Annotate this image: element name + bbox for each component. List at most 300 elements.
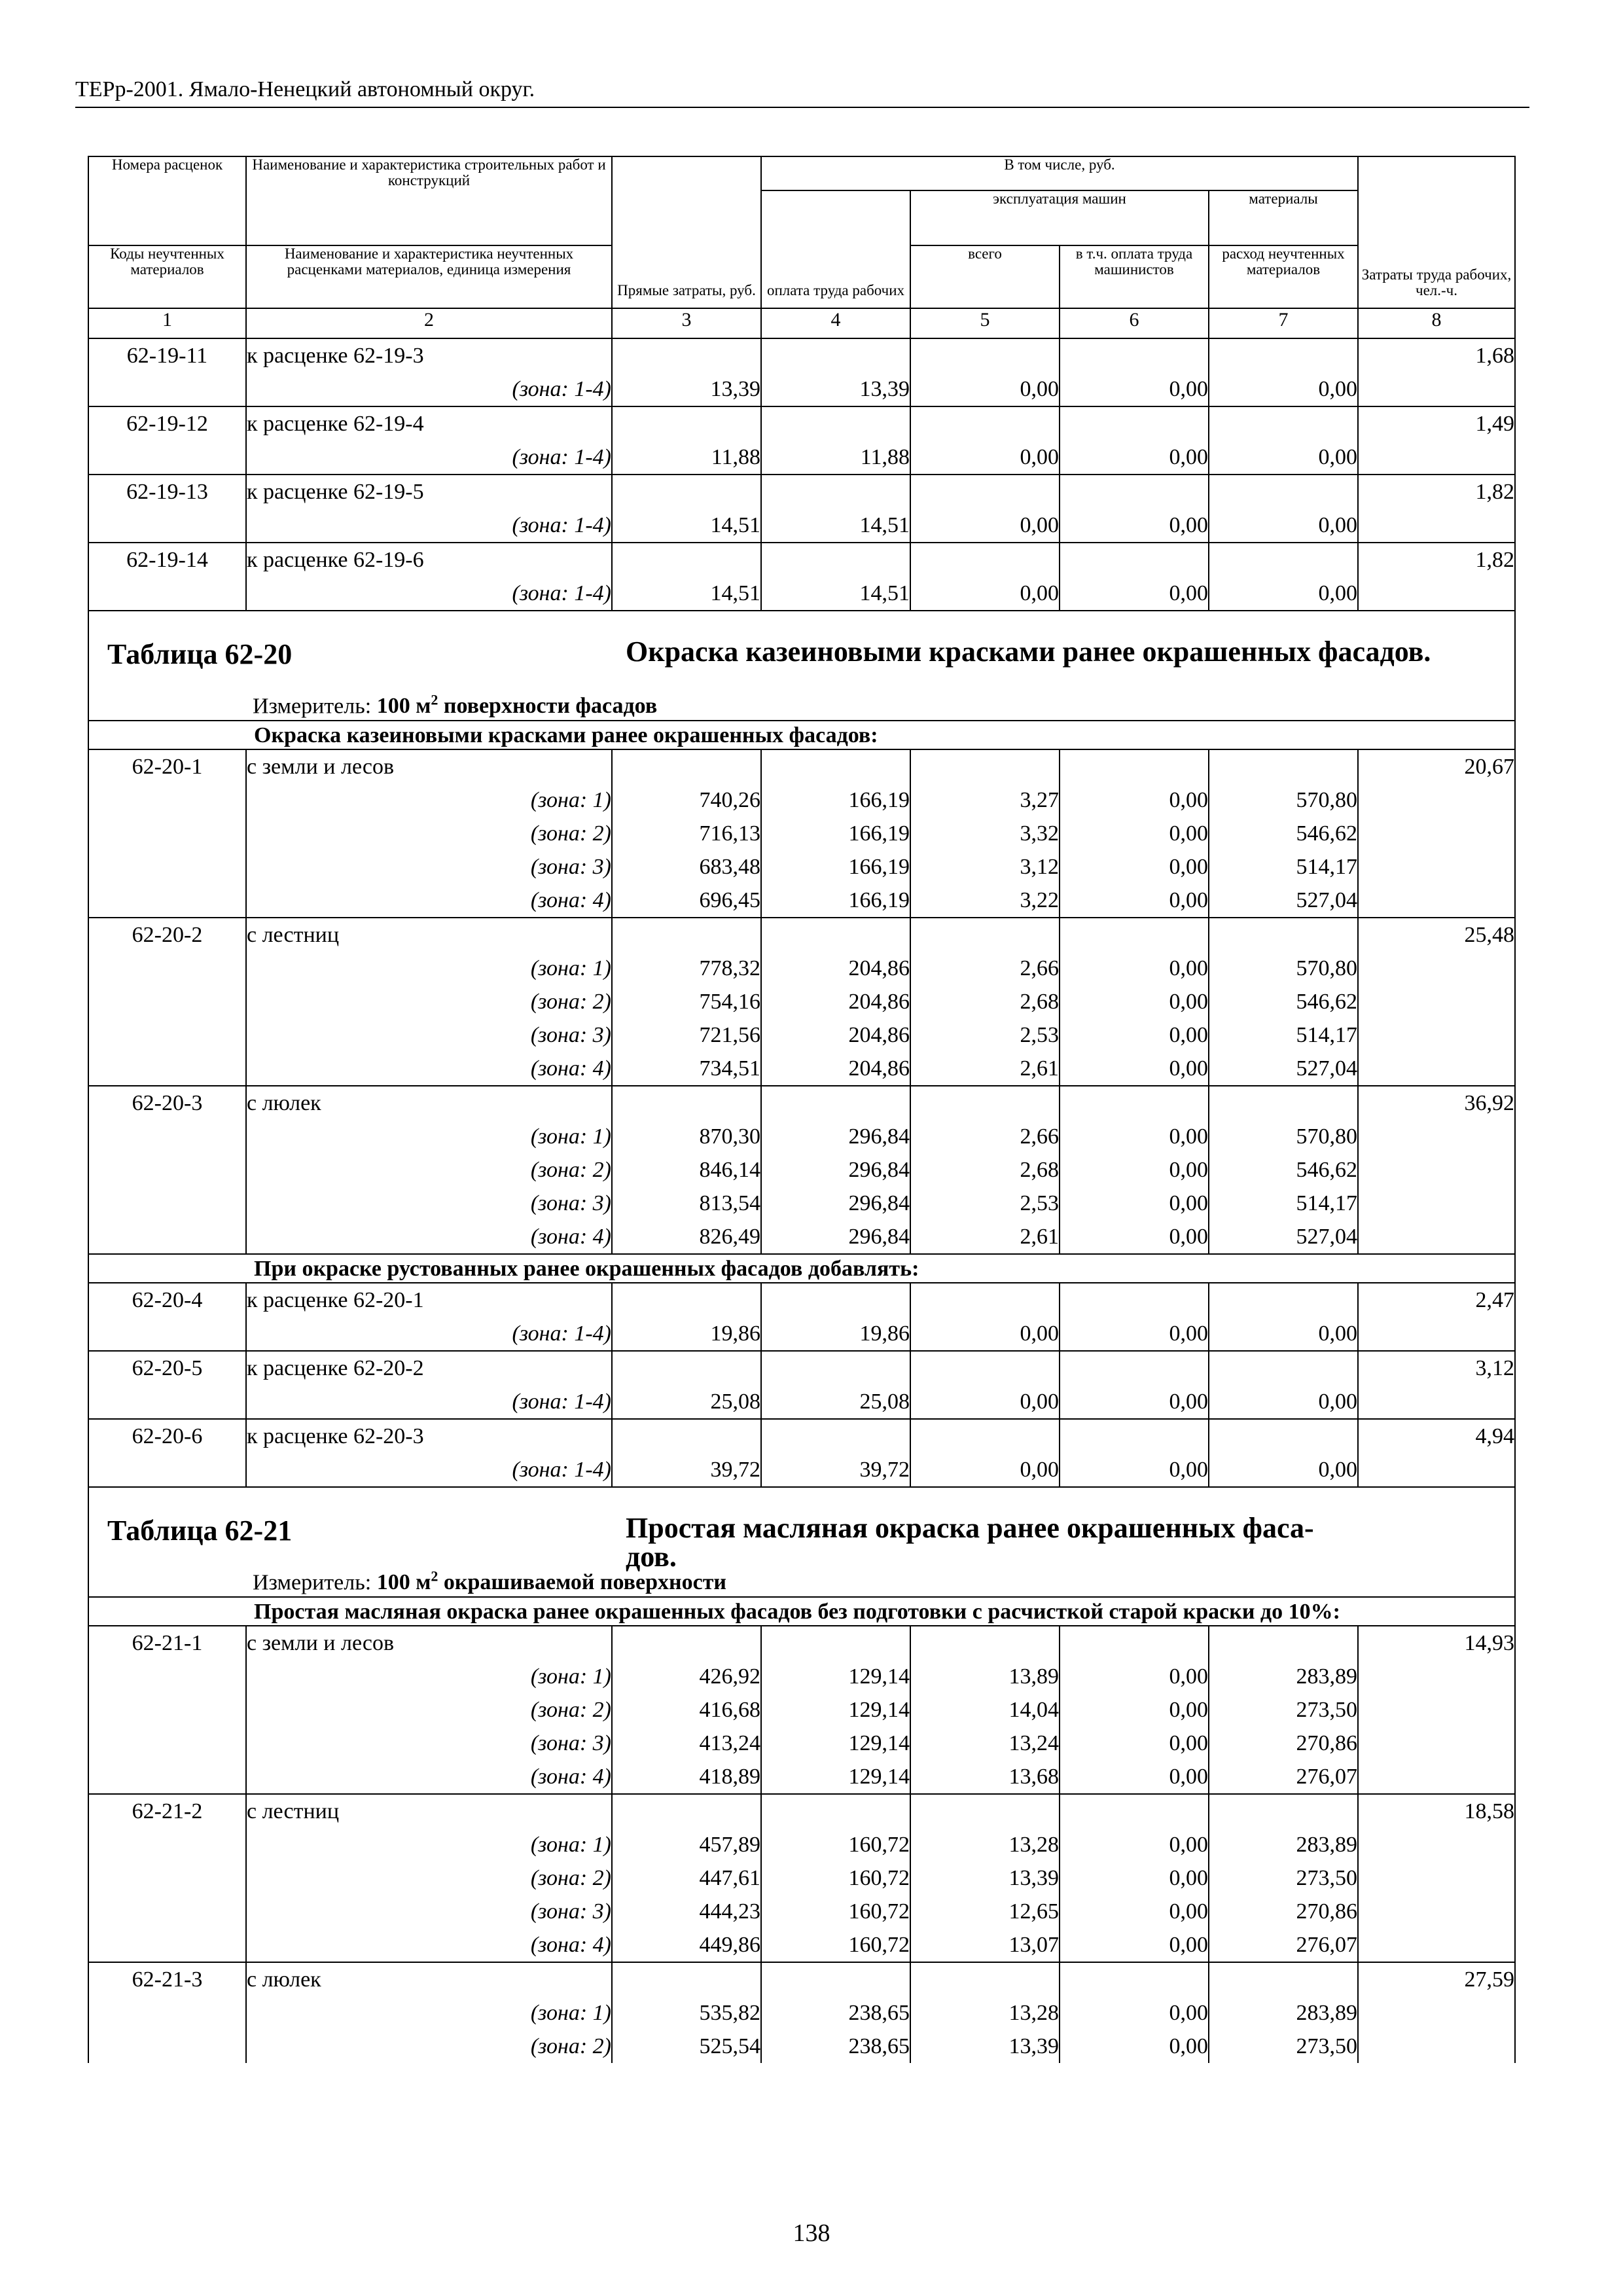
value-cell: 160,72: [761, 1861, 910, 1895]
value-cell: 546,62: [1209, 1153, 1358, 1187]
value-cell: 721,56: [612, 1018, 761, 1052]
empty-cell: [88, 372, 246, 406]
value-cell: 2,61: [910, 1220, 1060, 1254]
value-cell: 0,00: [1060, 783, 1209, 817]
zone-row: [88, 372, 1515, 406]
col8-head: Затраты труда рабочих, чел.-ч.: [1358, 156, 1515, 308]
value-cell: 166,19: [761, 817, 910, 850]
empty-cell: [612, 1351, 761, 1385]
value-cell: 2,53: [910, 1018, 1060, 1052]
value-cell: 2,66: [910, 1120, 1060, 1153]
value-cell: 13,39: [761, 372, 910, 406]
empty-cell: [612, 1962, 761, 1996]
value-cell: 13,39: [910, 1861, 1060, 1895]
value-cell: 283,89: [1209, 1828, 1358, 1861]
value-cell: 13,24: [910, 1727, 1060, 1760]
value-cell: 2,61: [910, 1052, 1060, 1086]
value-cell: 273,50: [1209, 1861, 1358, 1895]
group-head: В том числе, руб.: [761, 156, 1358, 190]
empty-cell: [1358, 1996, 1515, 2030]
empty-cell: [88, 1052, 246, 1086]
block-62-20-addons: [88, 1283, 1515, 1487]
table-label: Таблица 62-21: [107, 1515, 293, 1547]
col5-head: всего: [910, 245, 1060, 308]
value-cell: 0,00: [1060, 509, 1209, 543]
section-heading: Окраска казеиновыми красками ранее окрашенных фасадов:: [246, 721, 1515, 749]
empty-cell: [1060, 475, 1209, 509]
empty-cell: [1209, 1351, 1358, 1385]
value-cell: 0,00: [1060, 1828, 1209, 1861]
rate-name: к расценке 62-20-3: [246, 1419, 612, 1453]
value-cell: 0,00: [910, 440, 1060, 475]
zone-label: (зона: 4): [246, 1928, 612, 1962]
value-cell: 11,88: [761, 440, 910, 475]
empty-cell: [1209, 338, 1358, 372]
value-cell: 546,62: [1209, 817, 1358, 850]
rate-name: с люлек: [246, 1962, 612, 1996]
value-cell: 13,39: [612, 372, 761, 406]
value-cell: 2,66: [910, 952, 1060, 985]
value-cell: 160,72: [761, 1895, 910, 1928]
empty-cell: [1209, 1283, 1358, 1317]
value-cell: 0,00: [1060, 577, 1209, 611]
running-head: ТЕРр-2001. Ямало-Ненецкий автономный округ.: [75, 77, 535, 101]
empty-cell: [1060, 1351, 1209, 1385]
empty-cell: [88, 1187, 246, 1220]
empty-cell: [1209, 749, 1358, 783]
column-numbers: 1 2 3 4 5 6 7 8: [88, 308, 1515, 338]
value-cell: 238,65: [761, 2030, 910, 2063]
empty-cell: [88, 1120, 246, 1153]
value-cell: 514,17: [1209, 850, 1358, 884]
empty-cell: [88, 1317, 246, 1351]
value-cell: 457,89: [612, 1828, 761, 1861]
value-cell: 0,00: [1060, 1660, 1209, 1693]
rate-code: 62-21-2: [88, 1794, 246, 1828]
zone-label: (зона: 4): [246, 1220, 612, 1254]
empty-cell: [1358, 1385, 1515, 1419]
value-cell: 0,00: [1060, 817, 1209, 850]
value-cell: 0,00: [1060, 1317, 1209, 1351]
value-cell: 754,16: [612, 985, 761, 1018]
value-cell: 0,00: [910, 372, 1060, 406]
value-cell: 3,22: [910, 884, 1060, 918]
value-cell: 13,28: [910, 1828, 1060, 1861]
table-title: Простая масляная окраска ранее окрашенных фаса- дов.: [626, 1512, 1314, 1573]
value-cell: 3,32: [910, 817, 1060, 850]
empty-cell: [88, 1385, 246, 1419]
empty-cell: [88, 1660, 246, 1693]
zone-row: [88, 1385, 1515, 1419]
value-cell: 296,84: [761, 1153, 910, 1187]
labor-hours: 1,68: [1358, 338, 1515, 372]
value-cell: 514,17: [1209, 1187, 1358, 1220]
empty-cell: [1358, 1317, 1515, 1351]
value-cell: 734,51: [612, 1052, 761, 1086]
empty-cell: [1209, 1794, 1358, 1828]
empty-cell: [1358, 884, 1515, 918]
empty-cell: [1060, 1283, 1209, 1317]
empty-cell: [88, 1693, 246, 1727]
value-cell: 11,88: [612, 440, 761, 475]
header-rule: [75, 107, 1529, 108]
zone-row: [88, 850, 1515, 884]
table-header: [88, 156, 1515, 308]
value-cell: 14,04: [910, 1693, 1060, 1727]
labor-hours: 2,47: [1358, 1283, 1515, 1317]
zone-label: (зона: 3): [246, 1895, 612, 1928]
rate-row: [88, 1086, 1515, 1120]
rate-row: [88, 1283, 1515, 1317]
empty-cell: [612, 406, 761, 440]
rate-row: [88, 1794, 1515, 1828]
value-cell: 39,72: [761, 1453, 910, 1487]
value-cell: 740,26: [612, 783, 761, 817]
value-cell: 166,19: [761, 850, 910, 884]
empty-cell: [1358, 1453, 1515, 1487]
empty-cell: [1358, 1660, 1515, 1693]
zone-label: (зона: 3): [246, 1187, 612, 1220]
empty-cell: [1209, 1086, 1358, 1120]
value-cell: 570,80: [1209, 1120, 1358, 1153]
value-cell: 0,00: [1060, 1052, 1209, 1086]
zone-row: [88, 1317, 1515, 1351]
rate-row: [88, 1351, 1515, 1385]
rate-code: 62-19-13: [88, 475, 246, 509]
zone-label: (зона: 1): [246, 1996, 612, 2030]
value-cell: 0,00: [1060, 1760, 1209, 1794]
zone-label: (зона: 1-4): [246, 509, 612, 543]
zone-label: (зона: 2): [246, 1153, 612, 1187]
rate-name: с земли и лесов: [246, 749, 612, 783]
zone-label: (зона: 2): [246, 1861, 612, 1895]
empty-cell: [1358, 817, 1515, 850]
value-cell: 160,72: [761, 1928, 910, 1962]
value-cell: 0,00: [1060, 1187, 1209, 1220]
block-62-21-main: [88, 1626, 1515, 2063]
value-cell: 426,92: [612, 1660, 761, 1693]
value-cell: 296,84: [761, 1120, 910, 1153]
zone-row: [88, 1928, 1515, 1962]
empty-cell: [761, 1086, 910, 1120]
value-cell: 449,86: [612, 1928, 761, 1962]
rate-name: к расценке 62-19-6: [246, 543, 612, 577]
zone-row: [88, 952, 1515, 985]
empty-cell: [1358, 783, 1515, 817]
empty-cell: [1358, 1727, 1515, 1760]
zone-label: (зона: 2): [246, 985, 612, 1018]
empty-cell: [1358, 952, 1515, 985]
value-cell: 527,04: [1209, 884, 1358, 918]
empty-cell: [88, 2030, 246, 2063]
rate-name: к расценке 62-19-5: [246, 475, 612, 509]
zone-label: (зона: 2): [246, 817, 612, 850]
empty-cell: [761, 543, 910, 577]
value-cell: 39,72: [612, 1453, 761, 1487]
value-cell: 0,00: [1060, 985, 1209, 1018]
empty-cell: [1060, 1962, 1209, 1996]
block-62-19: [88, 338, 1515, 611]
empty-cell: [88, 509, 246, 543]
value-cell: 14,51: [612, 509, 761, 543]
rate-row: [88, 918, 1515, 952]
value-cell: 0,00: [910, 577, 1060, 611]
labor-hours: 25,48: [1358, 918, 1515, 952]
empty-cell: [88, 577, 246, 611]
empty-cell: [1209, 475, 1358, 509]
value-cell: 0,00: [1060, 884, 1209, 918]
value-cell: 0,00: [1060, 1153, 1209, 1187]
rate-row: [88, 406, 1515, 440]
col1-bottom: Коды неучтенных материалов: [88, 245, 246, 308]
zone-label: (зона: 3): [246, 850, 612, 884]
zone-row: [88, 1895, 1515, 1928]
value-cell: 160,72: [761, 1828, 910, 1861]
zone-row: [88, 985, 1515, 1018]
value-cell: 683,48: [612, 850, 761, 884]
empty-cell: [612, 1794, 761, 1828]
zone-row: [88, 783, 1515, 817]
zone-label: (зона: 1): [246, 1660, 612, 1693]
empty-cell: [761, 749, 910, 783]
empty-cell: [1358, 1693, 1515, 1727]
empty-cell: [612, 475, 761, 509]
empty-cell: [612, 543, 761, 577]
empty-cell: [1358, 1895, 1515, 1928]
empty-cell: [1060, 1419, 1209, 1453]
rate-row: [88, 338, 1515, 372]
labor-hours: 36,92: [1358, 1086, 1515, 1120]
value-cell: 846,14: [612, 1153, 761, 1187]
value-cell: 0,00: [910, 1317, 1060, 1351]
rate-row: [88, 475, 1515, 509]
value-cell: 546,62: [1209, 985, 1358, 1018]
empty-cell: [761, 475, 910, 509]
value-cell: 696,45: [612, 884, 761, 918]
col2-bottom: Наименование и характеристика неучтенных расценками материалов, единица измерения: [246, 245, 612, 308]
value-cell: 0,00: [910, 1385, 1060, 1419]
value-cell: 416,68: [612, 1693, 761, 1727]
empty-cell: [612, 1283, 761, 1317]
labor-hours: 18,58: [1358, 1794, 1515, 1828]
empty-cell: [1209, 1419, 1358, 1453]
col3-head: Прямые затраты, руб.: [612, 156, 761, 308]
empty-cell: [761, 1794, 910, 1828]
zone-label: (зона: 4): [246, 884, 612, 918]
value-cell: 166,19: [761, 783, 910, 817]
value-cell: 3,27: [910, 783, 1060, 817]
empty-cell: [1358, 1120, 1515, 1153]
rates-table: [88, 156, 1516, 2063]
value-cell: 3,12: [910, 850, 1060, 884]
col1-top: Номера расценок: [88, 156, 246, 245]
empty-cell: [761, 918, 910, 952]
rate-code: 62-19-12: [88, 406, 246, 440]
value-cell: 296,84: [761, 1187, 910, 1220]
rate-code: 62-20-5: [88, 1351, 246, 1385]
machines-head: эксплуатация машин: [910, 190, 1209, 245]
value-cell: 276,07: [1209, 1928, 1358, 1962]
value-cell: 13,68: [910, 1760, 1060, 1794]
empty-cell: [761, 1962, 910, 1996]
empty-cell: [612, 1419, 761, 1453]
value-cell: 12,65: [910, 1895, 1060, 1928]
value-cell: 444,23: [612, 1895, 761, 1928]
value-cell: 2,68: [910, 985, 1060, 1018]
value-cell: 535,82: [612, 1996, 761, 2030]
zone-label: (зона: 2): [246, 2030, 612, 2063]
empty-cell: [88, 1018, 246, 1052]
value-cell: 0,00: [1060, 1220, 1209, 1254]
rate-name: с лестниц: [246, 918, 612, 952]
value-cell: 19,86: [612, 1317, 761, 1351]
empty-cell: [910, 475, 1060, 509]
empty-cell: [88, 985, 246, 1018]
value-cell: 129,14: [761, 1693, 910, 1727]
zone-label: (зона: 1-4): [246, 440, 612, 475]
value-cell: 25,08: [612, 1385, 761, 1419]
value-cell: 447,61: [612, 1861, 761, 1895]
empty-cell: [612, 1086, 761, 1120]
zone-row: [88, 1996, 1515, 2030]
value-cell: 14,51: [761, 577, 910, 611]
rate-name: к расценке 62-20-1: [246, 1283, 612, 1317]
empty-cell: [910, 406, 1060, 440]
zone-label: (зона: 1-4): [246, 577, 612, 611]
value-cell: 813,54: [612, 1187, 761, 1220]
zone-label: (зона: 1-4): [246, 1453, 612, 1487]
empty-cell: [88, 1220, 246, 1254]
empty-cell: [88, 783, 246, 817]
zone-label: (зона: 1-4): [246, 1385, 612, 1419]
empty-cell: [1358, 1187, 1515, 1220]
empty-cell: [1358, 577, 1515, 611]
value-cell: 204,86: [761, 1052, 910, 1086]
value-cell: 418,89: [612, 1760, 761, 1794]
zone-row: [88, 1453, 1515, 1487]
labor-hours: 14,93: [1358, 1626, 1515, 1660]
empty-cell: [1358, 1052, 1515, 1086]
section-heading: При окраске рустованных ранее окрашенных фасадов добавлять:: [246, 1254, 1515, 1283]
value-cell: 204,86: [761, 952, 910, 985]
value-cell: 129,14: [761, 1727, 910, 1760]
value-cell: 525,54: [612, 2030, 761, 2063]
value-cell: 0,00: [910, 1453, 1060, 1487]
value-cell: 129,14: [761, 1660, 910, 1693]
value-cell: 14,51: [612, 577, 761, 611]
empty-cell: [1060, 406, 1209, 440]
value-cell: 283,89: [1209, 1660, 1358, 1693]
empty-cell: [1060, 338, 1209, 372]
empty-cell: [910, 1626, 1060, 1660]
rate-row: [88, 543, 1515, 577]
empty-cell: [1060, 1086, 1209, 1120]
empty-cell: [88, 850, 246, 884]
value-cell: 0,00: [1060, 1727, 1209, 1760]
value-cell: 413,24: [612, 1727, 761, 1760]
value-cell: 0,00: [1060, 1385, 1209, 1419]
empty-cell: [1358, 1828, 1515, 1861]
empty-cell: [1358, 1861, 1515, 1895]
value-cell: 270,86: [1209, 1727, 1358, 1760]
value-cell: 0,00: [1060, 1120, 1209, 1153]
zone-row: [88, 1760, 1515, 1794]
empty-cell: [88, 440, 246, 475]
empty-cell: [88, 1727, 246, 1760]
value-cell: 2,68: [910, 1153, 1060, 1187]
rate-row: [88, 1419, 1515, 1453]
zone-label: (зона: 4): [246, 1052, 612, 1086]
value-cell: 0,00: [1209, 577, 1358, 611]
rate-row: [88, 1626, 1515, 1660]
value-cell: 527,04: [1209, 1220, 1358, 1254]
empty-cell: [612, 338, 761, 372]
zone-row: [88, 1861, 1515, 1895]
zone-row: [88, 817, 1515, 850]
value-cell: 0,00: [1209, 1453, 1358, 1487]
zone-row: [88, 1153, 1515, 1187]
value-cell: 14,51: [761, 509, 910, 543]
empty-cell: [910, 918, 1060, 952]
rate-code: 62-20-4: [88, 1283, 246, 1317]
empty-cell: [910, 1283, 1060, 1317]
empty-cell: [910, 749, 1060, 783]
empty-cell: [1358, 1018, 1515, 1052]
empty-cell: [88, 1928, 246, 1962]
table-62-20-title: [88, 611, 1515, 749]
value-cell: 273,50: [1209, 1693, 1358, 1727]
empty-cell: [1060, 1626, 1209, 1660]
value-cell: 514,17: [1209, 1018, 1358, 1052]
value-cell: 527,04: [1209, 1052, 1358, 1086]
meter-line: Измеритель: 100 $м^2$ окрашиваемой поверхности: [253, 1568, 726, 1595]
meter-line: Измеритель: 100 $м^2$ поверхности фасадов: [253, 692, 658, 719]
zone-row: [88, 1052, 1515, 1086]
labor-hours: 1,49: [1358, 406, 1515, 440]
rate-row: [88, 1962, 1515, 1996]
empty-cell: [1358, 1153, 1515, 1187]
value-cell: 270,86: [1209, 1895, 1358, 1928]
value-cell: 13,28: [910, 1996, 1060, 2030]
value-cell: 0,00: [1209, 1317, 1358, 1351]
value-cell: 0,00: [1209, 1385, 1358, 1419]
value-cell: 19,86: [761, 1317, 910, 1351]
rate-code: 62-19-14: [88, 543, 246, 577]
empty-cell: [1358, 2030, 1515, 2063]
empty-cell: [612, 749, 761, 783]
empty-cell: [910, 1794, 1060, 1828]
empty-cell: [910, 1419, 1060, 1453]
empty-cell: [88, 1996, 246, 2030]
labor-hours: 1,82: [1358, 475, 1515, 509]
empty-cell: [910, 543, 1060, 577]
value-cell: 0,00: [1060, 440, 1209, 475]
zone-row: [88, 440, 1515, 475]
rate-code: 62-20-3: [88, 1086, 246, 1120]
empty-cell: [612, 1626, 761, 1660]
empty-cell: [1358, 985, 1515, 1018]
zone-row: [88, 1120, 1515, 1153]
value-cell: 0,00: [1209, 509, 1358, 543]
value-cell: 2,53: [910, 1187, 1060, 1220]
materials-head: материалы: [1209, 190, 1358, 245]
labor-hours: 1,82: [1358, 543, 1515, 577]
value-cell: 778,32: [612, 952, 761, 985]
value-cell: 0,00: [1060, 1996, 1209, 2030]
table-62-21-title: [88, 1487, 1515, 1626]
empty-cell: [910, 1351, 1060, 1385]
empty-cell: [1358, 509, 1515, 543]
